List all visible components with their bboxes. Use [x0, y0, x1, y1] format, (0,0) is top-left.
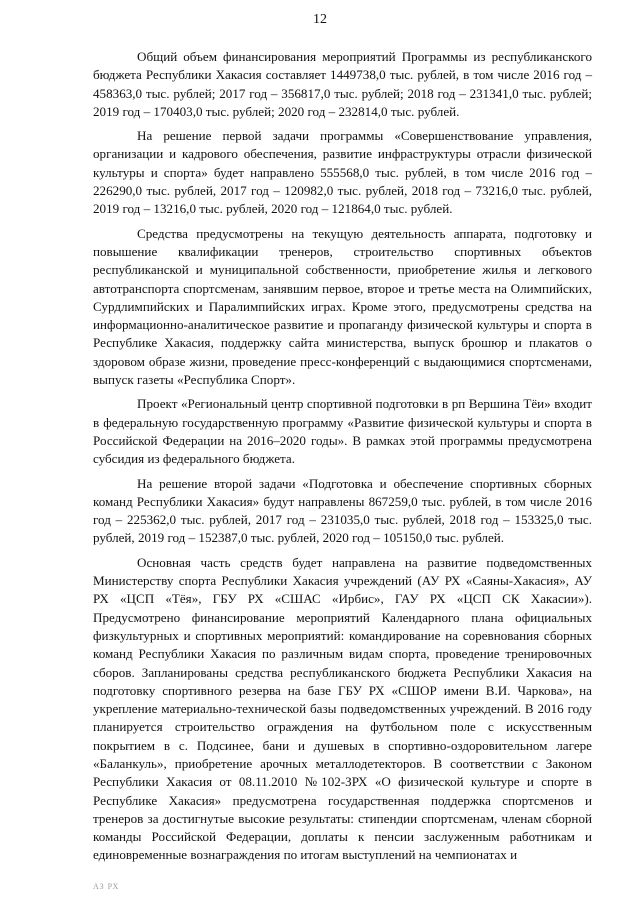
paragraph-total-funding: Общий объем финансирования мероприятий Программы из республиканского бюджета Республики Хакасия составляет 1449738,0 тыс. рублей, в том числе 2016 год – 458363,0 тыс. рублей; 2017 год – 356817,0 тыс. рублей; 2018 год – 231341,0 тыс. рублей; 2019 год – 170403,0 тыс. рублей; 2020 год – 232814,0 тыс. рублей. [93, 49, 592, 119]
paragraph-regional-center: Проект «Региональный центр спортивной подготовки в рп Вершина Тёи» входит в федеральную государственную программу «Развитие физической культуры и спорта в Российской Федерации на 2016–2020 годы». В рамках этой программы предусмотрена субсидия из федерального бюджета. [93, 396, 592, 467]
paragraph-funds-purpose: Средства предусмотрены на текущую деятельность аппарата, подготовку и повышение квалификации тренеров, строительство спортивных объектов республиканской и муниципальной собственности, приобретение жилья и легкового автотранспорта спортсменам, занявшим первое, второе и третье места на Олимпийских, Сурдлимпийских и Паралимпийских играх. Кроме этого, предусмотрены средства на информационно-аналитическое развитие и пропаганду физической культуры и спорта в Республике Хакасия, поддержку сайта министерства, выпуск брошюр и плакатов о здоровом образе жизни, проведение пресс-конференций с выдающимися спортсменами, выпуск газеты «Республика Спорт». [93, 225, 592, 388]
paragraph-second-task: На решение второй задачи «Подготовка и обеспечение спортивных сборных команд Республики Хакасия» будут направлены 867259,0 тыс. рублей, в том числе 2016 год – 225362,0 тыс. рублей, 2017 год – 231035,0 тыс. рублей, 2018 год – 153325,0 тыс. рублей, 2019 год – 152387,0 тыс. рублей, 2020 год – 105150,0 тыс. рублей. [93, 475, 592, 546]
paragraph-main-funds: Основная часть средств будет направлена на развитие подведомственных Министерству спорта Республики Хакасия учреждений (АУ РХ «Саяны-Хакасия», АУ РХ «ЦСП «Тёя», ГБУ РХ «СШАС «Ирбис», ГАУ РХ «ЦСП СК Хакасии»). Предусмотрено финансирование мероприятий Календарного плана официальных физкультурных и спортивных мероприятий: командирование на соревнования сборных команд Республики Хакасия по различным видам спорта, проведение тренировочных сборов. Запланированы средства республиканского бюджета Республики Хакасия на подготовку спортивного резерва на базе ГБУ РХ «СШОР имени В.И. Чаркова», на укрепление материально-технической базы подведомственных учреждений. В 2016 году планируется строительство ограждения на футбольном поле с искусственным покрытием в с. Подсинее, бани и душевых в спортивно-оздоровительном лагере «Баланкуль», приобретение арочных металлодетекторов. В соответствии с Законом Республики Хакасия от 08.11.2010 №102-ЗРХ «О физической культуре и спорте в Республике Хакасия» предусмотрена государственная поддержка спортсменов и тренеров за достигнутые высокие результаты: стипендии спортсменам, членам сборной команды Российской Федерации, доплаты к пенсии заслуженным работникам и единовременные вознаграждения по итогам выступлений на чемпионатах и [93, 554, 592, 863]
document-body [93, 48, 592, 871]
page-number: 12 [313, 12, 327, 27]
footer-mark: АЗ РХ [93, 882, 120, 891]
paragraph-first-task: На решение первой задачи программы «Совершенствование управления, организации и кадрового обеспечения, развитие инфраструктуры отрасли физической культуры и спорта» будет направлено 555568,0 тыс. рублей, в том числе 2016 год – 226290,0 тыс. рублей, 2017 год – 120982,0 тыс. рублей, 2018 год – 73216,0 тыс. рублей, 2019 год – 13216,0 тыс. рублей, 2020 год – 121864,0 тыс. рублей. [93, 128, 592, 217]
